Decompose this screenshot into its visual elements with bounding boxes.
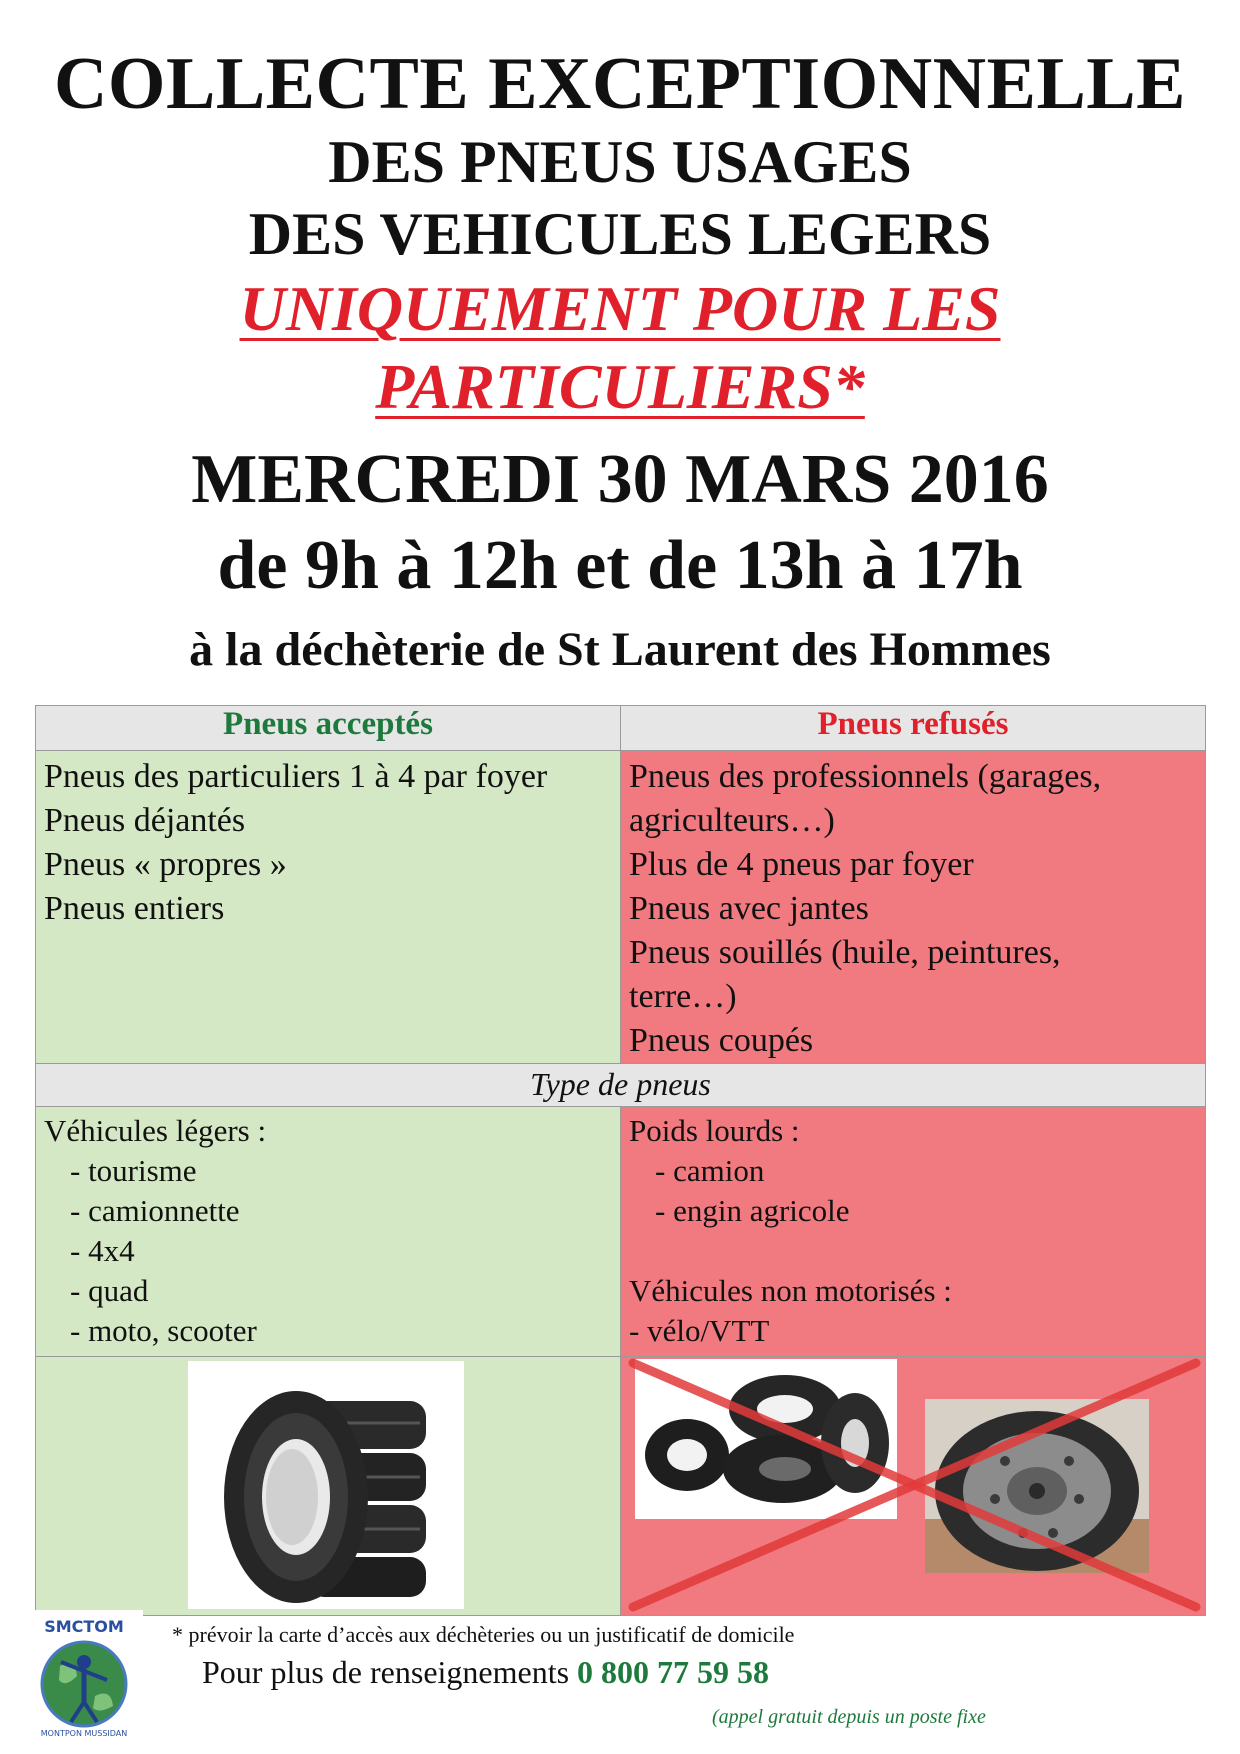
tyre-type-label: Type de pneus [36, 1064, 1206, 1107]
tyre-stack-image [188, 1361, 464, 1609]
refused-item: Pneus coupés [629, 1022, 814, 1059]
access-note: * prévoir la carte d’accès aux déchèteries ou un justificatif de domicile [172, 1622, 795, 1647]
refused-item: Plus de 4 pneus par foyer [629, 846, 974, 883]
phone-number[interactable]: 0 800 77 59 58 [577, 1654, 770, 1690]
accepted-item: Pneus entiers [44, 890, 225, 927]
particuliers-warning-2: PARTICULIERS* [375, 351, 865, 422]
light-vehicles-title: Véhicules légers : [44, 1113, 267, 1148]
free-call-note: (appel gratuit depuis un poste fixe [712, 1706, 986, 1728]
event-date: MERCREDI 30 MARS 2016 [191, 441, 1049, 518]
refused-header: Pneus refusés [621, 706, 1206, 751]
accepted-item: Pneus des particuliers 1 à 4 par foyer [44, 758, 548, 795]
accepted-item: Pneus « propres » [44, 846, 287, 883]
accepted-image-cell [36, 1357, 621, 1616]
title-line-1: COLLECTE EXCEPTIONNELLE [53, 43, 1187, 125]
title-line-5 [0, 350, 1240, 424]
heavy-vehicle-item: - camion [655, 1153, 765, 1188]
info-line [202, 1654, 769, 1691]
particuliers-warning-1: UNIQUEMENT POUR LES [239, 273, 1001, 344]
refused-vehicles [621, 1107, 1206, 1357]
refused-item: Pneus avec jantes [629, 890, 869, 927]
accepted-item: Pneus déjantés [44, 802, 246, 839]
refused-cross-icon [621, 1357, 1206, 1615]
refused-item: Pneus des professionnels (garages, [629, 758, 1102, 795]
refused-item: Pneus souillés (huile, peintures, [629, 934, 1061, 971]
light-vehicle-item: - tourisme [70, 1153, 197, 1188]
footer [0, 1600, 1240, 1754]
heavy-vehicles-title: Poids lourds : [629, 1113, 800, 1148]
event-place: à la déchèterie de St Laurent des Hommes [189, 623, 1051, 676]
light-vehicle-item: - moto, scooter [70, 1313, 257, 1348]
refused-item: agriculteurs…) [629, 802, 835, 839]
logo-subtitle: MONTPON MUSSIDAN [40, 1729, 128, 1738]
title-line-4 [0, 272, 1240, 346]
refused-list [621, 751, 1206, 1064]
smctom-logo [25, 1610, 143, 1740]
title-line-2: DES PNEUS USAGES [328, 129, 912, 195]
light-vehicle-item: - 4x4 [70, 1233, 135, 1268]
refused-image-cell [621, 1357, 1206, 1616]
light-vehicles [36, 1107, 621, 1357]
title-line-3: DES VEHICULES LEGERS [248, 201, 992, 267]
refused-item: terre…) [629, 978, 737, 1015]
nonmotor-item: - vélo/VTT [629, 1313, 770, 1348]
light-vehicle-item: - quad [70, 1273, 149, 1308]
heavy-vehicle-item: - engin agricole [655, 1193, 850, 1228]
accepted-list [36, 751, 621, 1064]
nonmotor-title: Véhicules non motorisés : [629, 1273, 952, 1308]
tyre-table [35, 705, 1206, 1616]
accepted-header: Pneus acceptés [36, 706, 621, 751]
light-vehicle-item: - camionnette [70, 1193, 240, 1228]
info-text: Pour plus de renseignements [202, 1654, 578, 1690]
logo-title: SMCTOM [44, 1617, 124, 1636]
event-hours: de 9h à 12h et de 13h à 17h [217, 527, 1023, 604]
